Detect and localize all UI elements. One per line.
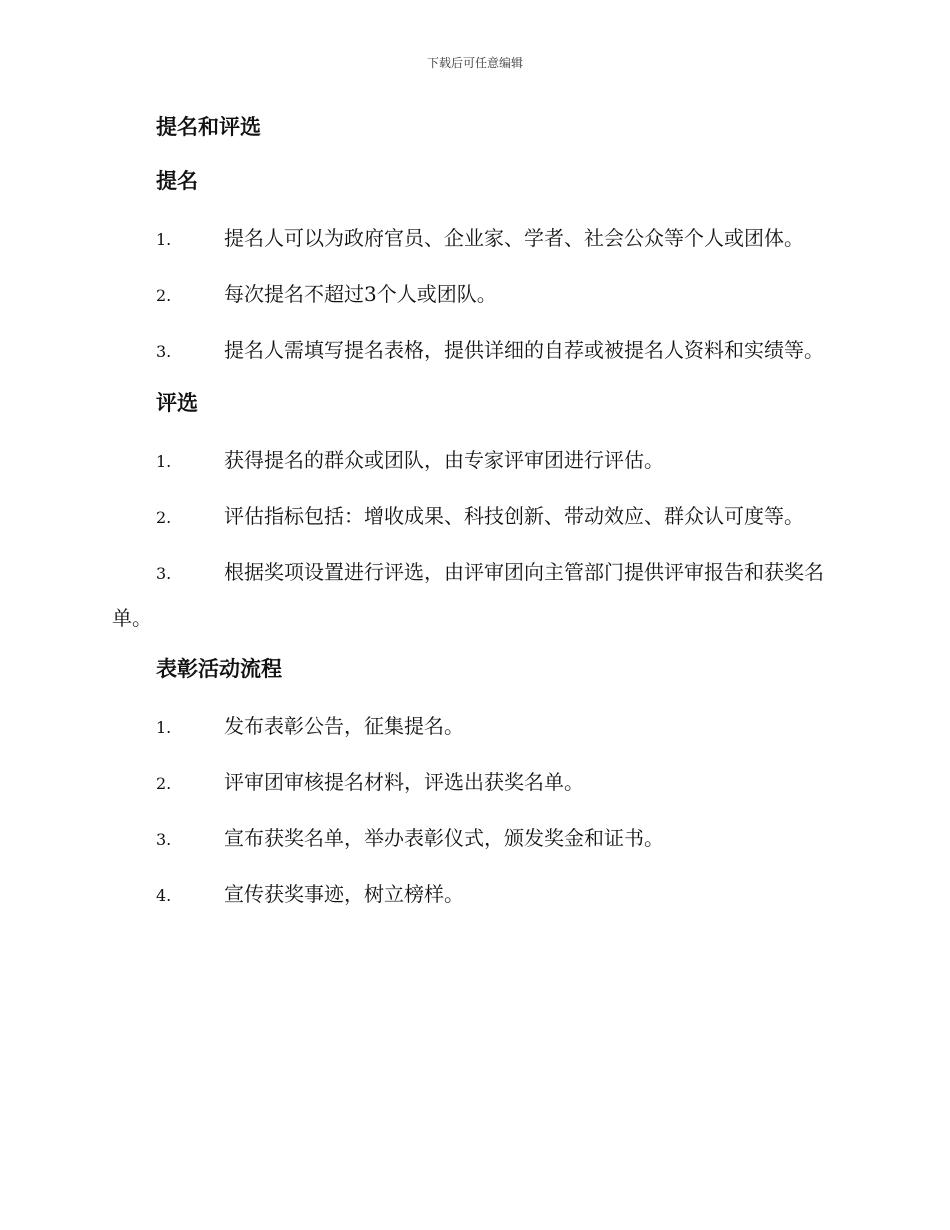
list-item [112, 550, 838, 640]
section-heading: 提名 [156, 169, 198, 193]
document-body [112, 108, 838, 928]
item-number: 2. [156, 286, 172, 305]
item-number: 3. [156, 830, 172, 849]
item-text: 获得提名的群众或团队，由专家评审团进行评估。 [224, 448, 664, 472]
document-title: 提名和评选 [156, 115, 261, 139]
section-ceremony-process [112, 650, 838, 918]
item-text: 每次提名不超过3个人或团队。 [224, 282, 497, 306]
section-selection [112, 384, 838, 640]
item-text: 提名人可以为政府官员、企业家、学者、社会公众等个人或团体。 [224, 226, 804, 250]
section-heading: 表彰活动流程 [156, 657, 282, 681]
item-text: 宣传获奖事迹，树立榜样。 [224, 882, 464, 906]
item-text: 评估指标包括：增收成果、科技创新、带动效应、群众认可度等。 [224, 504, 804, 528]
list-item [112, 438, 838, 484]
section-nomination [112, 162, 838, 374]
item-number: 1. [156, 230, 172, 249]
list-item [112, 328, 838, 374]
item-number: 1. [156, 718, 172, 737]
item-number: 3. [156, 342, 172, 361]
item-number: 2. [156, 774, 172, 793]
item-text: 发布表彰公告，征集提名。 [224, 714, 464, 738]
header-note: 下载后可任意编辑 [426, 56, 523, 70]
item-text: 根据奖项设置进行评选，由评审团向主管部门提供评审报告和获奖名单。 [112, 560, 824, 630]
item-number: 3. [156, 564, 172, 583]
list-item [112, 272, 838, 318]
item-number: 2. [156, 508, 172, 527]
list-item [112, 760, 838, 806]
list-item [112, 704, 838, 750]
item-text: 提名人需填写提名表格，提供详细的自荐或被提名人资料和实绩等。 [224, 338, 824, 362]
item-text: 宣布获奖名单，举办表彰仪式，颁发奖金和证书。 [224, 826, 664, 850]
item-text: 评审团审核提名材料，评选出获奖名单。 [224, 770, 584, 794]
list-item [112, 494, 838, 540]
list-item [112, 816, 838, 862]
list-item [112, 872, 838, 918]
section-heading: 评选 [156, 391, 198, 415]
item-number: 4. [156, 886, 172, 905]
list-item [112, 216, 838, 262]
item-number: 1. [156, 452, 172, 471]
